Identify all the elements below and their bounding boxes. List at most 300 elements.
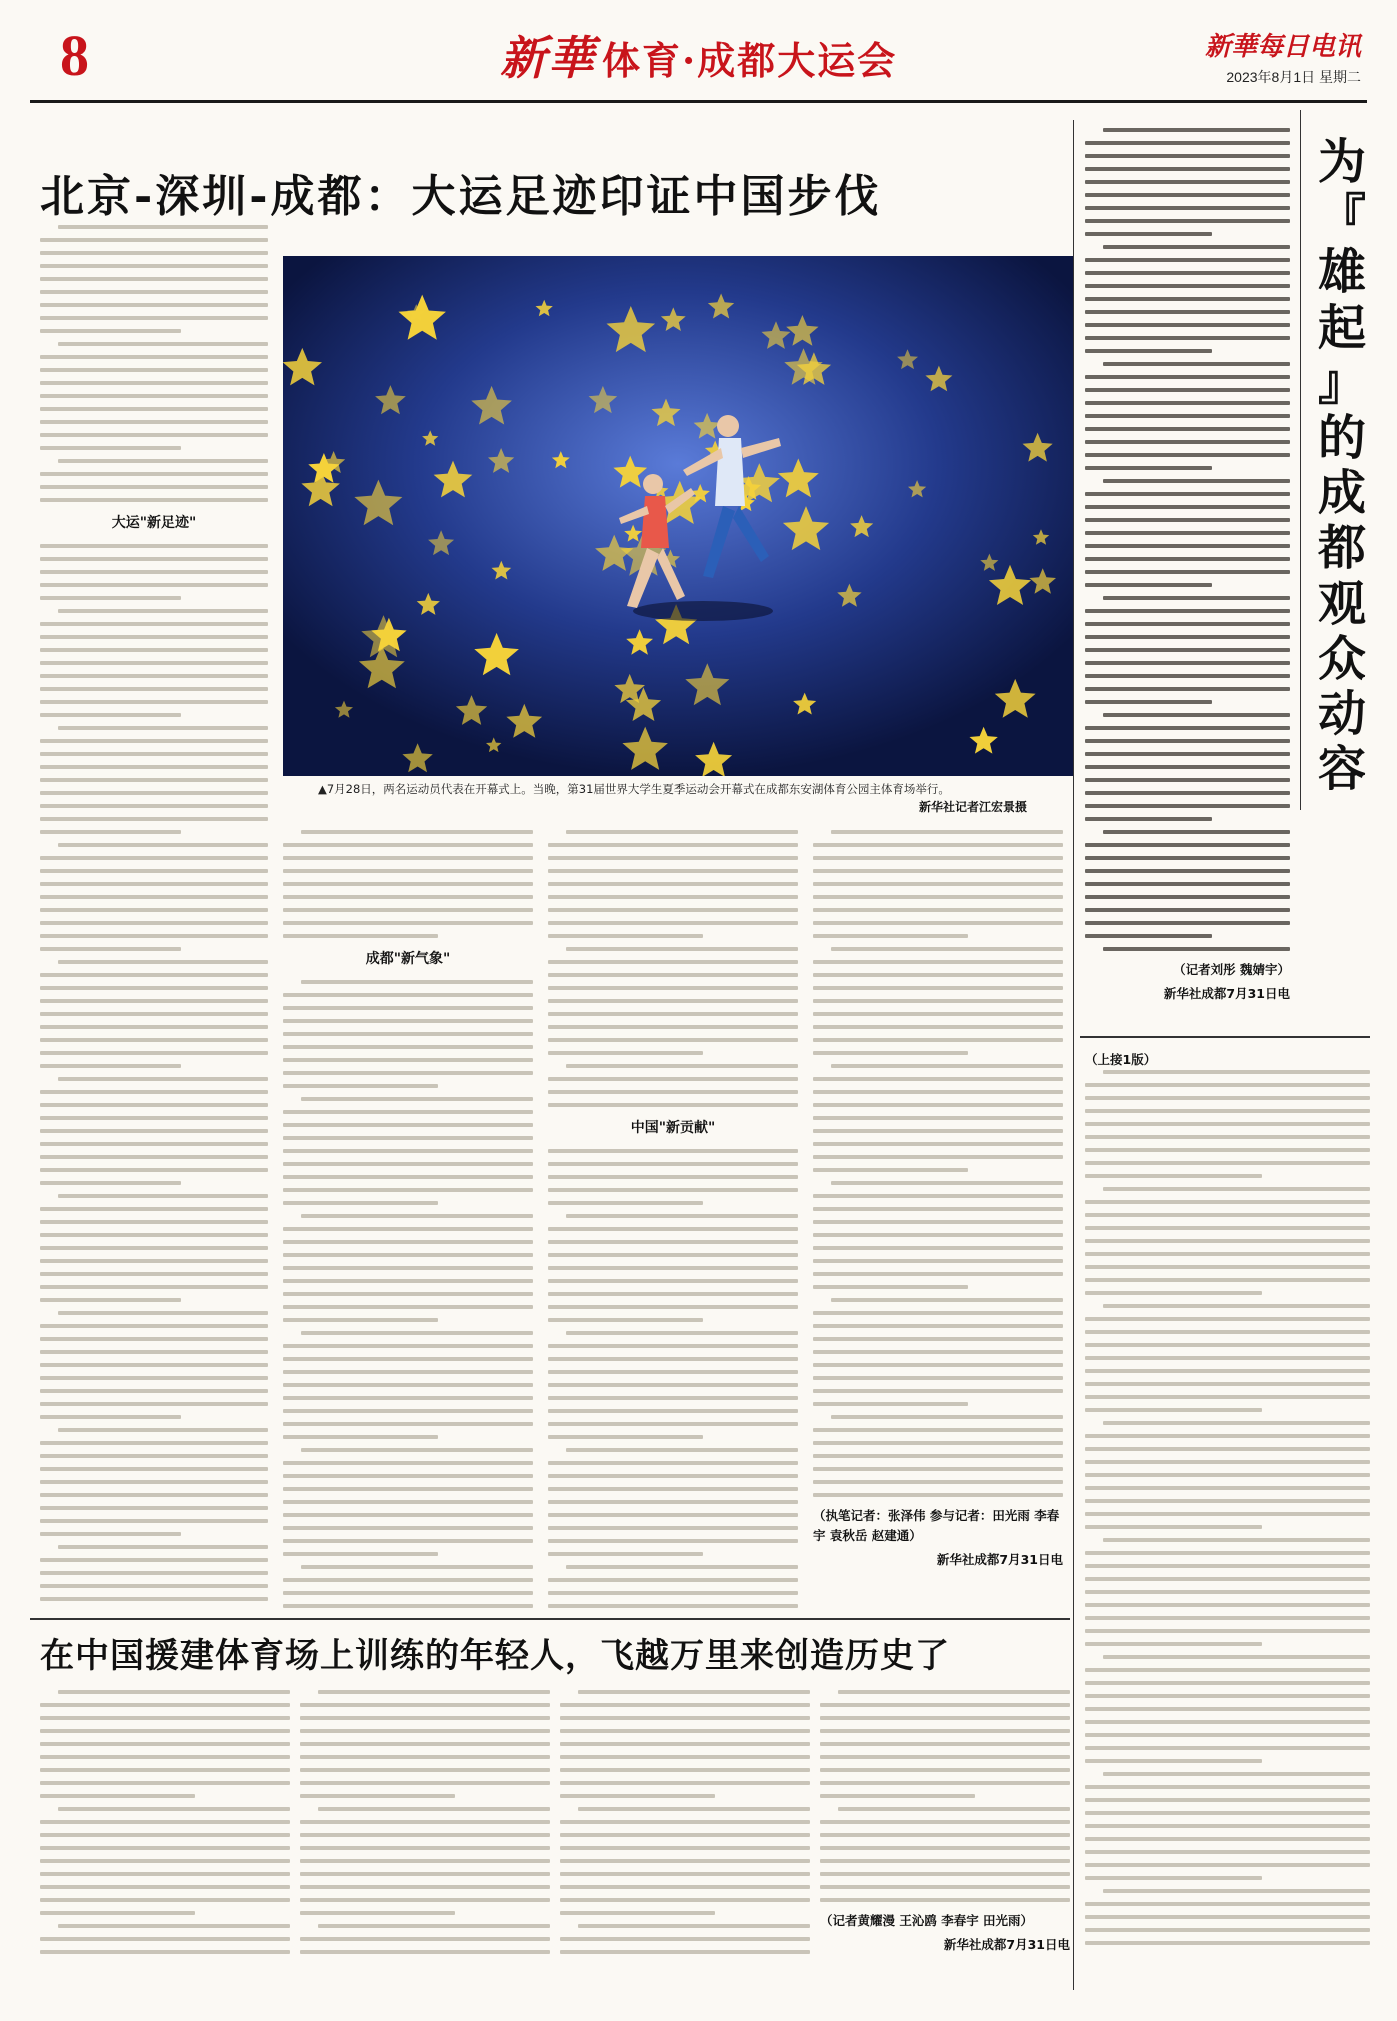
text-line bbox=[1085, 1837, 1370, 1841]
text-line bbox=[283, 1045, 533, 1049]
text-line bbox=[40, 1038, 268, 1042]
text-line bbox=[560, 1742, 810, 1746]
text-line bbox=[58, 960, 268, 964]
text-line bbox=[1085, 1902, 1370, 1906]
text-line bbox=[813, 1402, 968, 1406]
text-line bbox=[1085, 1759, 1262, 1763]
text-line bbox=[813, 1103, 1063, 1107]
text-line bbox=[548, 1435, 703, 1439]
text-line bbox=[820, 1768, 1070, 1772]
photo-caption: ▲7月28日，两名运动员代表在开幕式上。当晚，第31届世界大学生夏季运动会开幕式在成都东安湖体育公园主体育场举行。 bbox=[318, 782, 950, 796]
text-line bbox=[1085, 375, 1290, 379]
text-line bbox=[1085, 505, 1290, 509]
text-line bbox=[283, 1344, 533, 1348]
side-title-char: 起 bbox=[1317, 299, 1366, 356]
text-line bbox=[1085, 1265, 1370, 1269]
text-line bbox=[40, 277, 268, 281]
text-line bbox=[40, 1285, 268, 1289]
second-story-column-2 bbox=[300, 1690, 550, 2000]
text-line bbox=[40, 570, 268, 574]
text-line bbox=[1085, 687, 1290, 691]
column-divider bbox=[1300, 110, 1301, 810]
text-line bbox=[1085, 895, 1290, 899]
text-line bbox=[820, 1859, 1070, 1863]
text-line bbox=[40, 264, 268, 268]
text-line bbox=[283, 1227, 533, 1231]
text-line bbox=[283, 1539, 533, 1543]
text-line bbox=[1085, 1460, 1370, 1464]
text-line bbox=[813, 973, 1063, 977]
text-line bbox=[283, 1422, 533, 1426]
text-line bbox=[548, 1201, 703, 1205]
text-line bbox=[548, 1266, 798, 1270]
text-line bbox=[1085, 1356, 1370, 1360]
text-line bbox=[1085, 1707, 1370, 1711]
text-line bbox=[813, 1129, 1063, 1133]
side-title-char: 动 bbox=[1317, 685, 1366, 742]
text-line bbox=[40, 316, 268, 320]
text-line bbox=[813, 960, 1063, 964]
text-line bbox=[1085, 1824, 1370, 1828]
text-line bbox=[58, 726, 268, 730]
text-line bbox=[813, 1311, 1063, 1315]
text-line bbox=[548, 1279, 798, 1283]
text-line bbox=[1085, 661, 1290, 665]
text-line bbox=[40, 635, 268, 639]
text-line bbox=[548, 1578, 798, 1582]
text-line bbox=[548, 921, 798, 925]
text-line bbox=[283, 856, 533, 860]
text-line bbox=[1085, 635, 1290, 639]
text-line bbox=[560, 1781, 810, 1785]
text-line bbox=[40, 856, 268, 860]
text-line bbox=[283, 1071, 533, 1075]
text-line bbox=[40, 1584, 268, 1588]
text-line bbox=[1085, 1590, 1370, 1594]
text-line bbox=[566, 1214, 798, 1218]
text-line bbox=[1085, 258, 1290, 262]
text-line bbox=[560, 1846, 810, 1850]
text-line bbox=[1103, 1538, 1370, 1542]
text-line bbox=[1085, 1499, 1370, 1503]
text-line bbox=[40, 1558, 268, 1562]
text-line bbox=[40, 407, 268, 411]
text-line bbox=[548, 856, 798, 860]
text-line bbox=[813, 1246, 1063, 1250]
text-line bbox=[1103, 1421, 1370, 1425]
text-line bbox=[283, 869, 533, 873]
text-line bbox=[1085, 141, 1290, 145]
text-line bbox=[548, 882, 798, 886]
text-line bbox=[300, 1820, 550, 1824]
text-line bbox=[40, 1142, 268, 1146]
text-line bbox=[813, 843, 1063, 847]
text-line bbox=[40, 1597, 268, 1601]
text-line bbox=[283, 1175, 533, 1179]
text-line bbox=[40, 1937, 290, 1941]
text-line bbox=[1085, 1642, 1262, 1646]
text-line bbox=[578, 1807, 810, 1811]
text-line bbox=[1103, 245, 1290, 249]
text-line bbox=[1085, 648, 1290, 652]
text-line bbox=[548, 973, 798, 977]
text-line bbox=[813, 882, 1063, 886]
text-line bbox=[283, 1006, 533, 1010]
text-line bbox=[40, 1872, 290, 1876]
text-line bbox=[566, 1331, 798, 1335]
text-line bbox=[1085, 323, 1290, 327]
side-title-char: 观 bbox=[1317, 575, 1366, 632]
text-line bbox=[1103, 1889, 1370, 1893]
text-line bbox=[40, 934, 268, 938]
text-line bbox=[1085, 427, 1290, 431]
text-line bbox=[813, 1116, 1063, 1120]
text-line bbox=[40, 1246, 268, 1250]
text-line bbox=[40, 1729, 290, 1733]
text-line bbox=[1085, 401, 1290, 405]
text-line bbox=[300, 1729, 550, 1733]
side-title-char: 雄 bbox=[1317, 244, 1366, 301]
text-line bbox=[1085, 1733, 1370, 1737]
text-line bbox=[283, 908, 533, 912]
text-line bbox=[40, 648, 268, 652]
text-line bbox=[1085, 1434, 1370, 1438]
text-line bbox=[548, 1149, 798, 1153]
text-line bbox=[560, 1794, 715, 1798]
text-line bbox=[283, 1461, 533, 1465]
text-line bbox=[838, 1807, 1070, 1811]
text-line bbox=[40, 908, 268, 912]
text-line bbox=[40, 557, 268, 561]
text-line bbox=[40, 1051, 268, 1055]
text-line bbox=[1103, 1655, 1370, 1659]
text-line bbox=[300, 1716, 550, 1720]
text-line bbox=[1085, 843, 1290, 847]
lead-story-column-2 bbox=[283, 830, 533, 1610]
text-line bbox=[40, 1298, 181, 1302]
text-line bbox=[40, 1532, 181, 1536]
text-line bbox=[548, 1188, 798, 1192]
text-line bbox=[40, 1467, 268, 1471]
text-line bbox=[40, 1168, 268, 1172]
text-line bbox=[300, 1833, 550, 1837]
text-line bbox=[40, 472, 268, 476]
text-line bbox=[40, 303, 268, 307]
text-line bbox=[1085, 1863, 1370, 1867]
text-line bbox=[548, 1474, 798, 1478]
text-line bbox=[1085, 1941, 1370, 1945]
text-line bbox=[566, 1448, 798, 1452]
text-line bbox=[40, 1415, 181, 1419]
side-title-char: 成 bbox=[1317, 465, 1366, 522]
text-line bbox=[283, 1266, 533, 1270]
text-line bbox=[40, 1716, 290, 1720]
text-line bbox=[548, 1305, 798, 1309]
text-line bbox=[1085, 1343, 1370, 1347]
text-line bbox=[40, 1703, 290, 1707]
section-rule bbox=[30, 1618, 1070, 1620]
text-line bbox=[300, 1872, 550, 1876]
text-line bbox=[1085, 1083, 1370, 1087]
text-line bbox=[300, 1703, 550, 1707]
text-line bbox=[548, 895, 798, 899]
text-line bbox=[1085, 583, 1212, 587]
text-line bbox=[1085, 414, 1290, 418]
section-subhead: 大运"新足迹" bbox=[111, 515, 197, 531]
text-line bbox=[1085, 1876, 1262, 1880]
text-line bbox=[820, 1716, 1070, 1720]
text-line bbox=[560, 1833, 810, 1837]
text-line bbox=[548, 1318, 703, 1322]
text-line bbox=[1085, 1746, 1370, 1750]
column-divider bbox=[1073, 120, 1074, 1990]
text-line bbox=[1085, 1603, 1370, 1607]
text-line bbox=[820, 1729, 1070, 1733]
text-line bbox=[1085, 817, 1212, 821]
text-line bbox=[813, 1441, 1063, 1445]
text-line bbox=[318, 1690, 550, 1694]
text-line bbox=[283, 1591, 533, 1595]
text-line bbox=[578, 1690, 810, 1694]
text-line bbox=[300, 1898, 550, 1902]
text-line bbox=[40, 1571, 268, 1575]
second-story-column-4 bbox=[820, 1690, 1070, 2000]
lead-byline-dateline: 新华社成都7月31日电 bbox=[936, 1552, 1063, 1567]
section-subhead: 成都"新气象" bbox=[365, 951, 451, 967]
text-line bbox=[813, 1038, 1063, 1042]
text-line bbox=[813, 1025, 1063, 1029]
text-line bbox=[40, 596, 181, 600]
text-line bbox=[40, 999, 268, 1003]
text-line bbox=[1085, 1551, 1370, 1555]
text-line bbox=[813, 1285, 968, 1289]
text-line bbox=[1085, 1226, 1370, 1230]
text-line bbox=[813, 1077, 1063, 1081]
text-line bbox=[560, 1859, 810, 1863]
text-line bbox=[40, 1337, 268, 1341]
text-line bbox=[1085, 1317, 1370, 1321]
text-line bbox=[1103, 362, 1290, 366]
text-line bbox=[40, 1207, 268, 1211]
text-line bbox=[58, 1807, 290, 1811]
text-line bbox=[300, 1768, 550, 1772]
text-line bbox=[40, 1155, 268, 1159]
text-line bbox=[1103, 596, 1290, 600]
text-line bbox=[40, 674, 268, 678]
text-line bbox=[283, 1435, 438, 1439]
text-line bbox=[548, 1461, 798, 1465]
text-line bbox=[820, 1820, 1070, 1824]
text-line bbox=[40, 791, 268, 795]
text-line bbox=[40, 1090, 268, 1094]
text-line bbox=[40, 1820, 290, 1824]
text-line bbox=[1085, 453, 1290, 457]
text-line bbox=[1085, 1629, 1370, 1633]
text-line bbox=[40, 1480, 268, 1484]
text-line bbox=[548, 1253, 798, 1257]
text-line bbox=[560, 1898, 810, 1902]
text-line bbox=[283, 1578, 533, 1582]
text-line bbox=[40, 687, 268, 691]
masthead bbox=[0, 0, 1397, 100]
text-line bbox=[40, 381, 268, 385]
lead-headline: 北京-深圳-成都：大运足迹印证中国步伐 bbox=[40, 171, 882, 222]
text-line bbox=[1085, 193, 1290, 197]
text-line bbox=[813, 1012, 1063, 1016]
text-line bbox=[1085, 1239, 1370, 1243]
text-line bbox=[1085, 1928, 1370, 1932]
text-line bbox=[40, 1233, 268, 1237]
text-line bbox=[548, 1012, 798, 1016]
continued-story-column bbox=[1085, 1046, 1370, 1991]
side-title-char: 『 bbox=[1317, 189, 1366, 246]
text-line bbox=[813, 1363, 1063, 1367]
text-line bbox=[301, 1331, 533, 1335]
side-title-char: 的 bbox=[1317, 409, 1366, 466]
second-story-column-3 bbox=[560, 1690, 810, 2000]
text-line bbox=[300, 1937, 550, 1941]
text-line bbox=[1085, 778, 1290, 782]
text-line bbox=[283, 1162, 533, 1166]
text-line bbox=[40, 661, 268, 665]
text-line bbox=[1085, 791, 1290, 795]
text-line bbox=[813, 1467, 1063, 1471]
text-line bbox=[548, 1409, 798, 1413]
text-line bbox=[560, 1755, 810, 1759]
text-line bbox=[548, 1077, 798, 1081]
text-line bbox=[283, 1032, 533, 1036]
text-line bbox=[1085, 167, 1290, 171]
text-line bbox=[301, 1214, 533, 1218]
text-line bbox=[1085, 154, 1290, 158]
text-line bbox=[1085, 726, 1290, 730]
text-line bbox=[560, 1768, 810, 1772]
text-line bbox=[283, 1318, 438, 1322]
text-line bbox=[40, 882, 268, 886]
text-line bbox=[40, 973, 268, 977]
text-line bbox=[1085, 869, 1290, 873]
text-line bbox=[831, 947, 1063, 951]
text-line bbox=[40, 544, 268, 548]
text-line bbox=[1085, 1564, 1370, 1568]
text-line bbox=[1085, 739, 1290, 743]
text-line bbox=[40, 713, 181, 717]
text-line bbox=[1085, 1486, 1370, 1490]
text-line bbox=[548, 1552, 703, 1556]
text-line bbox=[1085, 1512, 1370, 1516]
text-line bbox=[1085, 284, 1290, 288]
text-line bbox=[1085, 1525, 1262, 1529]
text-line bbox=[1085, 1408, 1262, 1412]
text-line bbox=[548, 1604, 798, 1608]
text-line bbox=[40, 1454, 268, 1458]
lead-story-column-4 bbox=[813, 830, 1063, 1610]
second-byline-dateline: 新华社成都7月31日电 bbox=[943, 1937, 1070, 1952]
text-line bbox=[548, 1038, 798, 1042]
text-line bbox=[301, 1565, 533, 1569]
text-line bbox=[1103, 1187, 1370, 1191]
text-line bbox=[40, 1441, 268, 1445]
lead-byline-reporters: （执笔记者：张泽伟 参与记者：田光雨 李春宇 袁秋岳 赵建通） bbox=[813, 1508, 1060, 1543]
text-line bbox=[560, 1885, 810, 1889]
text-line bbox=[1085, 804, 1290, 808]
text-line bbox=[40, 1259, 268, 1263]
text-line bbox=[813, 1272, 1063, 1276]
athletes-photo bbox=[283, 256, 1073, 776]
text-line bbox=[40, 739, 268, 743]
text-line bbox=[58, 1077, 268, 1081]
text-line bbox=[813, 1493, 1063, 1497]
text-line bbox=[1085, 297, 1290, 301]
text-line bbox=[40, 368, 268, 372]
text-line bbox=[813, 986, 1063, 990]
text-line bbox=[283, 1474, 533, 1478]
text-line bbox=[1085, 1213, 1370, 1217]
side-title-char: 都 bbox=[1317, 520, 1366, 577]
text-line bbox=[58, 843, 268, 847]
text-line bbox=[1085, 1915, 1370, 1919]
text-line bbox=[548, 1539, 798, 1543]
section-banner bbox=[500, 22, 897, 88]
text-line bbox=[548, 908, 798, 912]
text-line bbox=[300, 1794, 455, 1798]
text-line bbox=[283, 1136, 533, 1140]
text-line bbox=[40, 752, 268, 756]
text-line bbox=[283, 1513, 533, 1517]
text-line bbox=[1085, 1122, 1370, 1126]
text-line bbox=[560, 1729, 810, 1733]
text-line bbox=[1085, 531, 1290, 535]
text-line bbox=[548, 1227, 798, 1231]
text-line bbox=[58, 1194, 268, 1198]
text-line bbox=[548, 1487, 798, 1491]
text-line bbox=[813, 999, 1063, 1003]
side-title-char: 容 bbox=[1317, 741, 1366, 798]
side-byline-reporters: （记者刘彤 魏婧宇） bbox=[1173, 962, 1290, 977]
text-line bbox=[283, 1552, 438, 1556]
text-line bbox=[40, 1012, 268, 1016]
text-line bbox=[1085, 271, 1290, 275]
text-line bbox=[831, 1181, 1063, 1185]
text-line bbox=[813, 1194, 1063, 1198]
side-title-char: 』 bbox=[1317, 354, 1366, 411]
text-line bbox=[40, 986, 268, 990]
text-line bbox=[1085, 570, 1290, 574]
text-line bbox=[1103, 713, 1290, 717]
page-number: 8 bbox=[60, 23, 89, 88]
text-line bbox=[300, 1859, 550, 1863]
text-line bbox=[813, 1454, 1063, 1458]
text-line bbox=[548, 1175, 798, 1179]
text-line bbox=[1085, 1668, 1370, 1672]
text-line bbox=[40, 251, 268, 255]
text-line bbox=[1085, 1720, 1370, 1724]
text-line bbox=[1085, 1200, 1370, 1204]
text-line bbox=[283, 1487, 533, 1491]
text-line bbox=[40, 1181, 181, 1185]
text-line bbox=[566, 1565, 798, 1569]
text-line bbox=[813, 895, 1063, 899]
section-title: 体育·成都大运会 bbox=[602, 38, 898, 83]
side-story-column bbox=[1085, 128, 1290, 1028]
text-line bbox=[1085, 206, 1290, 210]
text-line bbox=[548, 1051, 703, 1055]
text-line bbox=[1103, 479, 1290, 483]
text-line bbox=[40, 1794, 195, 1798]
text-line bbox=[548, 1513, 798, 1517]
text-line bbox=[283, 1383, 533, 1387]
text-line bbox=[1085, 1473, 1370, 1477]
